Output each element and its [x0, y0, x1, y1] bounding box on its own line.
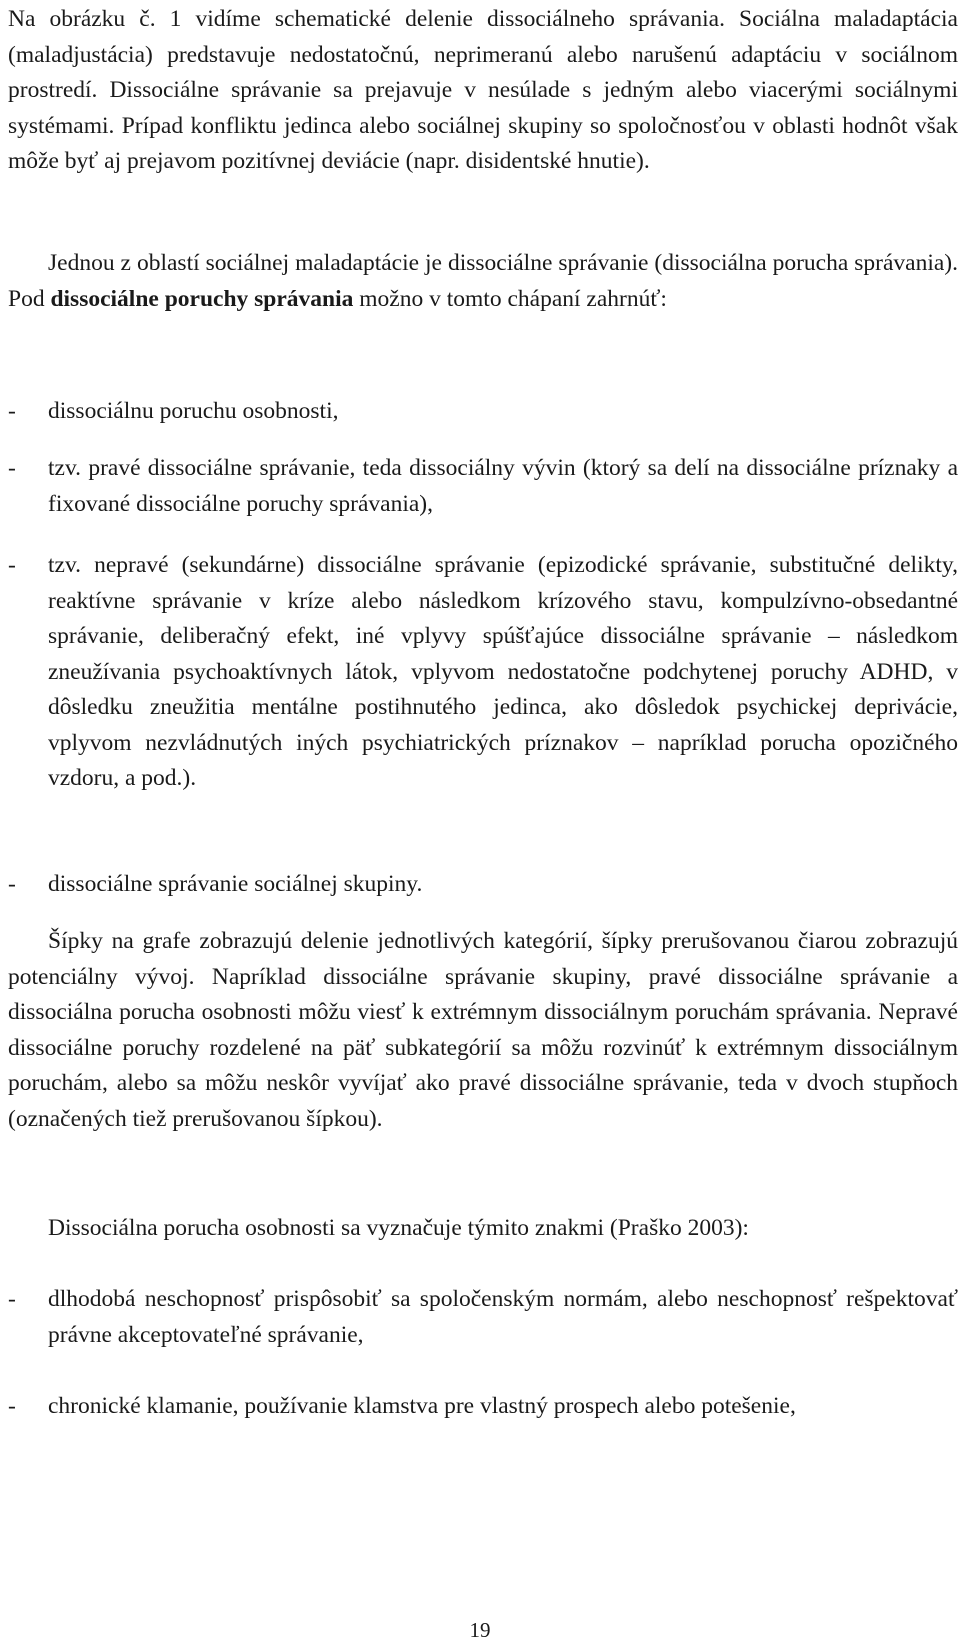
page-number: 19 — [469, 1618, 491, 1642]
list-dash: - — [8, 398, 16, 424]
list-dash: - — [8, 552, 16, 578]
list-item-text: dissociálne správanie sociálnej skupiny. — [48, 871, 423, 897]
paragraph-maladaptation — [8, 246, 958, 317]
list-item-text: dlhodobá neschopnosť prispôsobiť sa spoločenským normám, alebo neschopnosť rešpektovať právne akceptovateľné správanie, — [48, 1286, 958, 1348]
paragraph-maladaptation-text-1: Jednou z oblastí sociálnej maladaptácie je dissociálne správanie (dissociálna porucha správania). Pod — [8, 250, 958, 312]
list-item-text: tzv. nepravé (sekundárne) dissociálne správanie (epizodické správanie, substitučné delikty, reaktívne správanie v kríze alebo následkom krízového stavu, kompulzívno-obsedantné správanie, deliberačný efekt, iné vplyvy spúšťajúce dissociálne správanie – následkom zneužívania psychoaktívnych látok, vplyvom nedostatočne podchytenej poruchy ADHD, v dôsledku zneužitia mentálne postihnutého jedinca, ako dôsledok psychickej deprivácie, vplyvom nezvládnutých iných psychiatrických príznakov – napríklad porucha opozičného vzdoru, a pod.). — [48, 552, 958, 791]
list-dash: - — [8, 1393, 16, 1419]
list-item-text: tzv. pravé dissociálne správanie, teda dissociálny vývin (ktorý sa delí na dissociálne príznaky a fixované dissociálne poruchy správania), — [48, 455, 958, 517]
paragraph-maladaptation-bold-term: dissociálne poruchy správania — [50, 285, 354, 312]
paragraph-personality-disorder: Dissociálna porucha osobnosti sa vyznačuje týmito znakmi (Praško 2003): — [48, 1215, 749, 1241]
list-dash: - — [8, 871, 16, 897]
paragraph-arrows: Šípky na grafe zobrazujú delenie jednotlivých kategórií, šípky prerušovanou čiarou zobrazujú potenciálny vývoj. Napríklad dissociálne správanie skupiny, pravé dissociálne správanie a dissociálna porucha osobnosti môžu viesť k extrémnym dissociálnym poruchám správania. Nepravé dissociálne poruchy rozdelené na päť subkategórií sa môžu rozvinúť k extrémnym dissociálnym poruchám, alebo sa môžu neskôr vyvíjať ako pravé dissociálne správanie, teda v dvoch stupňoch (označených tiež prerušovanou šípkou). — [8, 928, 958, 1132]
paragraph-maladaptation-text-2: možno v tomto chápaní zahrnúť: — [353, 285, 667, 312]
list-item-text: chronické klamanie, používanie klamstva pre vlastný prospech alebo potešenie, — [48, 1393, 796, 1419]
list-item-text: dissociálnu poruchu osobnosti, — [48, 398, 339, 424]
paragraph-intro: Na obrázku č. 1 vidíme schematické delenie dissociálneho správania. Sociálna maladaptácia (maladjustácia) predstavuje nedostatočnú, neprimeranú alebo narušenú adaptáciu v sociálnom prostredí. Dissociálne správanie sa prejavuje v nesúlade s jedným alebo viacerými sociálnymi systémami. Prípad konfliktu jedinca alebo sociálnej skupiny so spoločnosťou v oblasti hodnôt však môže byť aj prejavom pozitívnej deviácie (napr. disidentské hnutie). — [8, 6, 958, 174]
list-dash: - — [8, 455, 16, 481]
list-dash: - — [8, 1286, 16, 1312]
